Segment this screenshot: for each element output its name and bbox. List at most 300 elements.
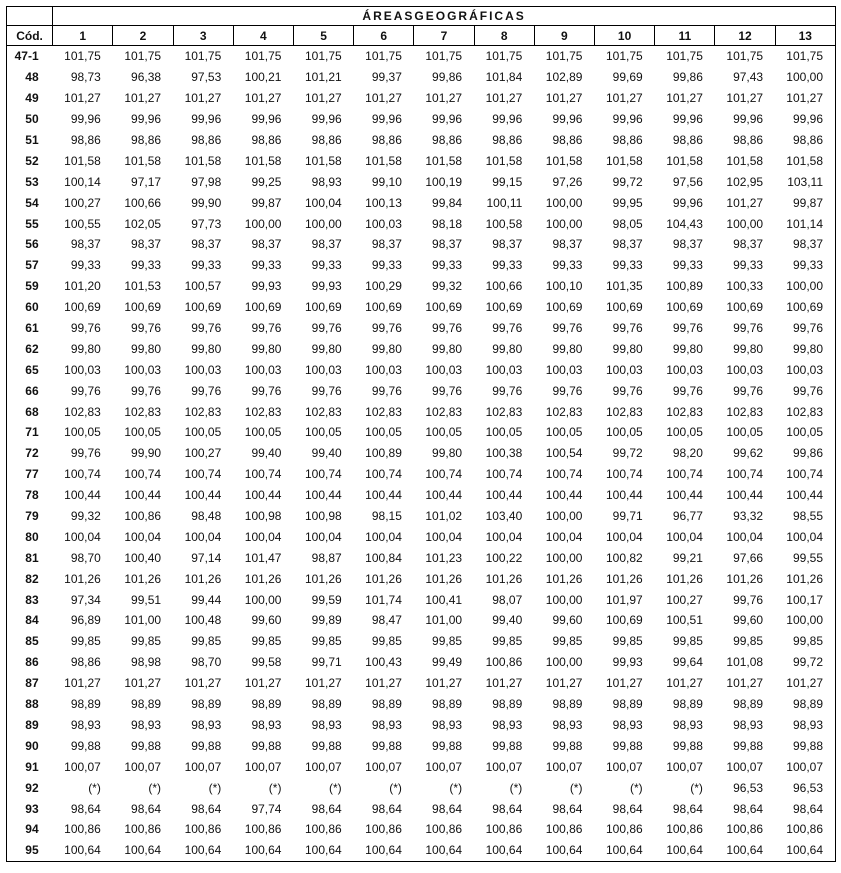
table-cell: 102,83	[365, 404, 402, 419]
table-cell: (*)	[208, 780, 222, 795]
row-code: 54	[7, 192, 53, 213]
table-cell: 98,89	[492, 697, 523, 712]
table-cell: 97,56	[672, 174, 703, 189]
table-cell: 100,04	[304, 195, 342, 210]
table-cell: 99,71	[612, 509, 643, 524]
table-cell: 99,76	[733, 383, 764, 398]
table-cell: 101,00	[124, 613, 162, 628]
row-code: 62	[7, 338, 53, 359]
table-cell: 101,26	[605, 571, 643, 586]
table-cell: 98,93	[311, 717, 342, 732]
table-cell: 99,72	[612, 174, 643, 189]
table-cell: 98,64	[492, 801, 523, 816]
table-cell: 101,26	[775, 568, 835, 589]
table-cell: 101,58	[726, 153, 764, 168]
table-cell: 101,75	[124, 49, 162, 64]
table-cell: 99,76	[131, 383, 162, 398]
table-cell: 99,80	[191, 341, 222, 356]
table-cell: 99,21	[672, 550, 703, 565]
table-cell: 101,58	[124, 153, 162, 168]
table-cell: 98,86	[492, 133, 523, 147]
table-body	[7, 46, 836, 862]
table-cell: 96,53	[775, 777, 835, 798]
table-cell: 99,80	[70, 341, 101, 356]
table-cell: 101,74	[365, 592, 402, 607]
table-cell: 100,69	[605, 300, 643, 315]
table-cell: 99,58	[251, 655, 282, 670]
table-cell: 98,86	[191, 133, 222, 147]
table-cell: 100,69	[775, 297, 835, 318]
table-cell: 100,05	[304, 425, 342, 440]
table-cell: 101,26	[726, 571, 764, 586]
table-cell: 100,64	[53, 840, 113, 861]
table-cell: 102,83	[545, 404, 583, 419]
table-cell: 100,03	[304, 362, 342, 377]
area-column-header: 5	[293, 26, 353, 46]
table-cell: 101,27	[726, 195, 764, 210]
table-cell: 100,03	[605, 362, 643, 377]
table-cell: 100,74	[244, 467, 282, 482]
table-cell: 98,55	[775, 506, 835, 527]
table-cell: 101,75	[64, 49, 101, 64]
table-cell: 98,86	[70, 655, 101, 670]
row-code: 82	[7, 568, 53, 589]
row-code: 93	[7, 798, 53, 819]
table-cell: 98,37	[432, 237, 463, 252]
table-cell: 100,64	[594, 840, 654, 861]
table-cell: 98,93	[672, 717, 703, 732]
table-cell: 100,04	[64, 529, 101, 544]
table-cell: 99,96	[311, 112, 342, 127]
table-cell: 100,74	[605, 467, 643, 482]
table-cell: 98,89	[311, 697, 342, 712]
area-column-header: 8	[474, 26, 534, 46]
table-cell: 99,85	[432, 634, 463, 649]
table-cell: 101,58	[605, 153, 643, 168]
table-cell: 100,07	[184, 759, 222, 774]
table-cell: 98,93	[775, 715, 835, 736]
table-cell: 98,89	[70, 697, 101, 712]
row-code: 72	[7, 443, 53, 464]
table-cell: 100,64	[655, 840, 715, 861]
table-cell: 100,74	[775, 464, 835, 485]
table-cell: 100,44	[244, 488, 282, 503]
table-row	[7, 213, 836, 234]
table-cell: 100,44	[425, 488, 463, 503]
table-cell: 101,75	[775, 46, 835, 67]
table-cell: 100,27	[184, 446, 222, 461]
table-cell: 102,83	[124, 404, 162, 419]
table-cell: 99,80	[311, 341, 342, 356]
table-cell: 102,83	[485, 404, 523, 419]
row-code: 59	[7, 276, 53, 297]
table-cell: 99,85	[131, 634, 162, 649]
table-cell: 100,64	[715, 840, 775, 861]
table-cell: 98,73	[70, 70, 101, 85]
table-cell: 100,86	[545, 822, 583, 837]
table-cell: 101,26	[184, 571, 222, 586]
row-code: 77	[7, 464, 53, 485]
row-code: 84	[7, 610, 53, 631]
table-cell: 99,80	[251, 341, 282, 356]
table-cell: 102,83	[64, 404, 101, 419]
table-cell: 101,75	[184, 49, 222, 64]
table-cell: 99,76	[733, 321, 764, 336]
table-cell: 102,83	[666, 404, 703, 419]
table-cell: 100,86	[726, 822, 764, 837]
table-cell: 100,48	[184, 613, 222, 628]
table-cell: 98,89	[251, 697, 282, 712]
table-cell: 97,98	[191, 174, 222, 189]
table-cell: 99,96	[70, 112, 101, 127]
table-cell: 98,89	[672, 697, 703, 712]
table-cell: 98,98	[131, 655, 162, 670]
table-cell: 101,75	[244, 49, 282, 64]
table-cell: 100,44	[545, 488, 583, 503]
table-cell: 101,58	[666, 153, 703, 168]
table-cell: 98,18	[432, 216, 463, 231]
table-cell: 99,76	[70, 446, 101, 461]
table-cell: 100,11	[486, 195, 523, 210]
table-cell: 100,43	[365, 655, 402, 670]
table-cell: 100,74	[545, 467, 583, 482]
table-cell: 99,96	[371, 112, 402, 127]
table-cell: 98,93	[612, 717, 643, 732]
table-cell: 99,33	[733, 258, 764, 273]
table-cell: 99,80	[733, 341, 764, 356]
table-cell: 100,07	[775, 756, 835, 777]
table-cell: 99,76	[672, 383, 703, 398]
table-cell: 99,88	[432, 738, 463, 753]
table-cell: 99,85	[552, 634, 583, 649]
table-cell: 100,98	[244, 509, 282, 524]
table-cell: 100,89	[365, 446, 402, 461]
table-cell: 100,04	[304, 529, 342, 544]
table-cell: 100,00	[545, 550, 583, 565]
table-cell: 98,86	[70, 133, 101, 147]
row-code: 51	[7, 130, 53, 151]
table-cell: 99,10	[371, 174, 402, 189]
table-cell: 101,27	[184, 91, 222, 106]
table-cell: 100,00	[775, 276, 835, 297]
table-cell: 99,33	[70, 258, 101, 273]
table-cell: 98,48	[191, 509, 222, 524]
area-column-header: 13	[775, 26, 835, 46]
table-cell: 100,05	[425, 425, 463, 440]
table-cell: 100,04	[666, 529, 703, 544]
table-cell: 98,87	[311, 550, 342, 565]
table-title: ÁREASGEOGRÁFICAS	[53, 7, 836, 26]
table-cell: 100,69	[485, 300, 523, 315]
table-cell: 100,58	[485, 216, 523, 231]
table-cell: 99,85	[733, 634, 764, 649]
table-cell: 98,89	[733, 697, 764, 712]
table-cell: 99,88	[131, 738, 162, 753]
table-cell: 98,37	[70, 237, 101, 252]
table-cell: 99,33	[672, 258, 703, 273]
table-cell: 100,07	[64, 759, 101, 774]
table-cell: 99,89	[311, 613, 342, 628]
table-cell: 100,86	[184, 822, 222, 837]
table-cell: 98,64	[70, 801, 101, 816]
table-cell: 100,04	[545, 529, 583, 544]
table-row	[7, 318, 836, 339]
table-cell: 99,33	[131, 258, 162, 273]
table-cell: 101,27	[64, 91, 101, 106]
table-cell: 100,64	[233, 840, 293, 861]
table-cell: 99,33	[612, 258, 643, 273]
table-cell: 100,00	[726, 216, 764, 231]
table-cell: 100,69	[666, 300, 703, 315]
table-cell: 99,76	[733, 592, 764, 607]
table-row	[7, 67, 836, 88]
geographic-index-table	[6, 6, 836, 862]
table-cell: 98,05	[612, 216, 643, 231]
table-row	[7, 756, 836, 777]
table-cell: 100,69	[124, 300, 162, 315]
table-row	[7, 485, 836, 506]
table-cell: 101,58	[304, 153, 342, 168]
table-cell: 100,74	[184, 467, 222, 482]
table-cell: 99,76	[432, 383, 463, 398]
table-cell: 100,13	[365, 195, 402, 210]
table-cell: 98,93	[251, 717, 282, 732]
table-cell: 96,38	[131, 70, 162, 85]
table-cell: 100,66	[124, 195, 162, 210]
table-cell: 98,93	[733, 717, 764, 732]
table-cell: 99,96	[131, 112, 162, 127]
table-cell: 98,37	[191, 237, 222, 252]
table-cell: 93,32	[733, 509, 764, 524]
table-cell: 100,00	[545, 655, 583, 670]
table-row	[7, 380, 836, 401]
table-cell: 100,69	[184, 300, 222, 315]
code-column-header: Cód.	[7, 26, 53, 46]
table-cell: 100,03	[545, 362, 583, 377]
table-cell: (*)	[449, 780, 463, 795]
table-cell: 99,76	[251, 383, 282, 398]
table-cell: 101,27	[545, 91, 583, 106]
table-cell: 99,76	[371, 321, 402, 336]
table-cell: 100,86	[666, 822, 703, 837]
table-cell: 100,86	[304, 822, 342, 837]
table-cell: 99,40	[251, 446, 282, 461]
table-cell: (*)	[148, 780, 162, 795]
table-cell: 99,88	[191, 738, 222, 753]
table-cell: 99,76	[612, 321, 643, 336]
table-cell: 97,34	[70, 592, 101, 607]
table-cell: 98,89	[371, 697, 402, 712]
table-cell: 98,37	[775, 234, 835, 255]
table-cell: 99,33	[492, 258, 523, 273]
table-cell: (*)	[509, 780, 523, 795]
table-cell: 101,21	[304, 70, 342, 85]
table-cell: 99,88	[612, 738, 643, 753]
table-cell: 100,07	[485, 759, 523, 774]
table-cell: 98,64	[432, 801, 463, 816]
table-cell: 100,07	[304, 759, 342, 774]
table-cell: 102,83	[775, 401, 835, 422]
table-cell: 99,96	[672, 112, 703, 127]
table-cell: 99,55	[775, 547, 835, 568]
area-column-header: 3	[173, 26, 233, 46]
table-cell: 98,89	[775, 694, 835, 715]
table-cell: 100,05	[485, 425, 523, 440]
table-cell: (*)	[88, 780, 101, 795]
table-cell: 99,76	[311, 321, 342, 336]
table-cell: 98,37	[672, 237, 703, 252]
table-cell: 100,03	[485, 362, 523, 377]
table-cell: 101,27	[726, 91, 764, 106]
table-cell: 99,84	[432, 195, 463, 210]
table-row	[7, 255, 836, 276]
table-cell: 100,00	[775, 610, 835, 631]
table-row	[7, 819, 836, 840]
table-cell: 100,66	[485, 279, 523, 294]
table-cell: 101,75	[425, 49, 463, 64]
table-cell: 100,14	[64, 174, 101, 189]
row-code: 85	[7, 631, 53, 652]
table-cell: 100,03	[124, 362, 162, 377]
table-cell: 99,96	[612, 112, 643, 127]
table-cell: 100,44	[64, 488, 101, 503]
table-cell: 100,74	[726, 467, 764, 482]
table-cell: 101,75	[666, 49, 703, 64]
table-cell: 99,88	[492, 738, 523, 753]
table-cell: 102,05	[124, 216, 162, 231]
table-cell: 99,60	[251, 613, 282, 628]
table-cell: 100,10	[545, 279, 583, 294]
table-cell: 99,96	[672, 195, 703, 210]
row-code: 86	[7, 652, 53, 673]
table-cell: 100,64	[173, 840, 233, 861]
table-cell: 101,27	[666, 91, 703, 106]
table-cell: 98,37	[251, 237, 282, 252]
table-cell: 100,05	[605, 425, 643, 440]
table-cell: 98,64	[371, 801, 402, 816]
table-cell: 101,53	[124, 279, 162, 294]
table-cell: 99,96	[492, 112, 523, 127]
table-cell: 99,80	[552, 341, 583, 356]
table-cell: 100,04	[365, 529, 402, 544]
table-row	[7, 443, 836, 464]
area-column-header: 9	[534, 26, 594, 46]
table-cell: 100,00	[244, 592, 282, 607]
table-cell: 98,93	[492, 717, 523, 732]
table-cell: 101,27	[124, 676, 162, 691]
table-cell: 99,59	[311, 592, 342, 607]
table-cell: 101,00	[425, 613, 463, 628]
table-cell: 100,69	[726, 300, 764, 315]
row-code: 78	[7, 485, 53, 506]
table-row	[7, 46, 836, 67]
table-cell: 98,93	[70, 717, 101, 732]
table-cell: 100,74	[666, 467, 703, 482]
table-cell: 97,73	[191, 216, 222, 231]
table-cell: 99,72	[612, 446, 643, 461]
area-column-header: 6	[354, 26, 414, 46]
table-cell: 99,76	[191, 383, 222, 398]
table-cell: 101,27	[425, 676, 463, 691]
table-cell: 98,64	[552, 801, 583, 816]
table-cell: 99,37	[371, 70, 402, 85]
table-cell: 101,27	[365, 91, 402, 106]
table-cell: 99,76	[672, 321, 703, 336]
index-table-container	[6, 6, 836, 862]
table-cell: 99,40	[492, 613, 523, 628]
table-cell: 101,26	[545, 571, 583, 586]
table-cell: 100,55	[64, 216, 101, 231]
table-cell: 99,80	[612, 341, 643, 356]
table-cell: 99,76	[251, 321, 282, 336]
table-cell: 99,85	[251, 634, 282, 649]
table-cell: 100,86	[485, 822, 523, 837]
table-cell: 98,93	[131, 717, 162, 732]
table-cell: 100,04	[124, 529, 162, 544]
table-cell: (*)	[569, 780, 583, 795]
table-cell: 101,97	[605, 592, 643, 607]
table-cell: 99,86	[672, 70, 703, 85]
table-row	[7, 526, 836, 547]
row-code: 89	[7, 715, 53, 736]
table-cell: 101,27	[545, 676, 583, 691]
table-cell: 100,27	[64, 195, 101, 210]
table-cell: 101,27	[666, 676, 703, 691]
table-cell: 100,64	[113, 840, 173, 861]
table-cell: 99,60	[552, 613, 583, 628]
table-cell: 99,76	[775, 318, 835, 339]
table-cell: 98,47	[371, 613, 402, 628]
table-cell: 99,76	[552, 321, 583, 336]
table-cell: 100,64	[414, 840, 474, 861]
table-cell: 101,26	[64, 571, 101, 586]
row-code: 48	[7, 67, 53, 88]
table-cell: 99,76	[70, 321, 101, 336]
row-code: 53	[7, 171, 53, 192]
table-cell: 99,76	[70, 383, 101, 398]
table-cell: 96,77	[672, 509, 703, 524]
table-cell: 99,33	[191, 258, 222, 273]
table-cell: 98,37	[552, 237, 583, 252]
table-cell: 101,75	[726, 49, 764, 64]
table-cell: 102,83	[425, 404, 463, 419]
table-cell: 99,90	[191, 195, 222, 210]
table-cell: 99,88	[775, 735, 835, 756]
table-cell: 100,17	[775, 589, 835, 610]
table-row	[7, 422, 836, 443]
table-cell: 100,69	[545, 300, 583, 315]
table-cell: 100,86	[365, 822, 402, 837]
row-code: 57	[7, 255, 53, 276]
table-cell: 99,25	[251, 174, 282, 189]
table-cell: 100,22	[485, 550, 523, 565]
table-cell: 97,74	[251, 801, 282, 816]
row-code: 88	[7, 694, 53, 715]
table-cell: 99,88	[733, 738, 764, 753]
table-row	[7, 652, 836, 673]
table-cell: 98,86	[251, 133, 282, 147]
table-cell: 98,89	[432, 697, 463, 712]
table-row	[7, 192, 836, 213]
area-column-header: 2	[113, 26, 173, 46]
table-row	[7, 401, 836, 422]
table-cell: 99,76	[612, 383, 643, 398]
table-cell: 98,64	[191, 801, 222, 816]
table-cell: 100,03	[666, 362, 703, 377]
table-cell: 100,03	[726, 362, 764, 377]
table-cell: 99,88	[552, 738, 583, 753]
table-cell: 100,51	[666, 613, 703, 628]
